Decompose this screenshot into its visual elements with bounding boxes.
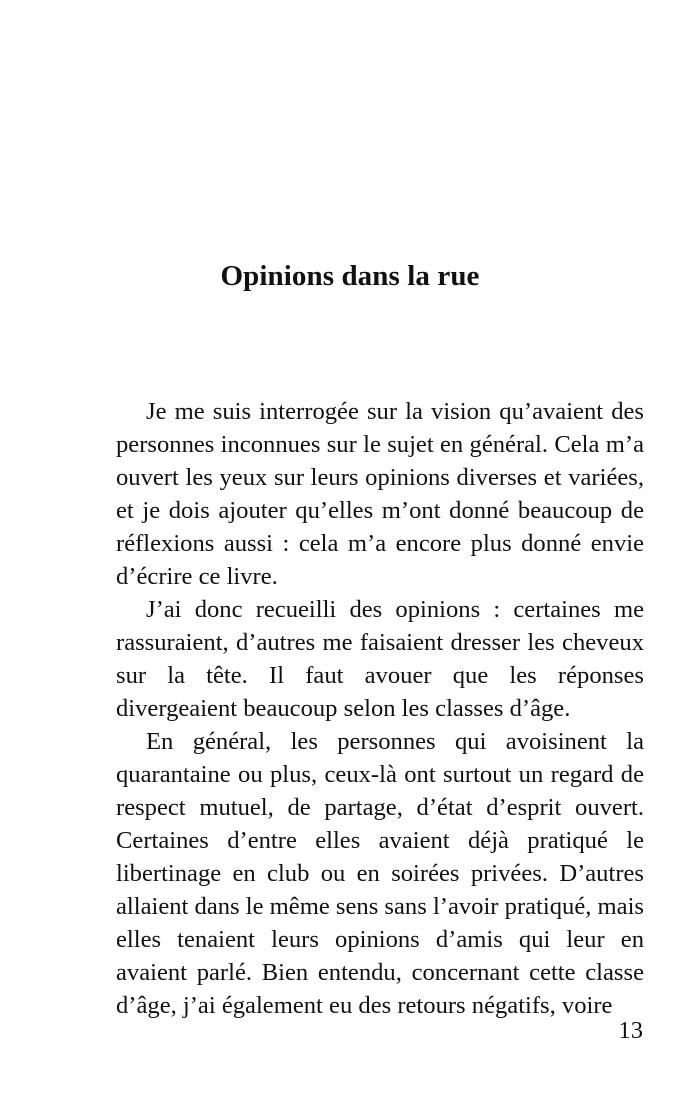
paragraph-1: Je me suis interrogée sur la vision qu’avaient des personnes inconnues sur le sujet en général. Cela m’a ouvert les yeux sur leurs opinions diverses et variées, et je dois ajouter qu’elles m’ont donné beaucoup de réflexions aussi : cela m’a encore plus donné envie d’écrire ce livre. (116, 398, 644, 590)
page-number: 13 (618, 1017, 643, 1044)
paragraph-2: J’ai donc recueilli des opinions : certaines me rassuraient, d’autres me faisaient dresser les cheveux sur la tête. Il faut avouer que les réponses divergeaient beaucoup selon les classes d’âge. (116, 596, 644, 722)
body-text (116, 395, 644, 1022)
paragraph-3: En général, les personnes qui avoisinent la quarantaine ou plus, ceux-là ont surtout un regard de respect mutuel, de partage, d’état d’esprit ouvert. Certaines d’entre elles avaient déjà pratiqué le libertinage en club ou en soirées privées. D’autres allaient dans le même sens sans l’avoir pratiqué, mais elles tenaient leurs opinions d’amis qui leur en avaient parlé. Bien entendu, concernant cette classe d’âge, j’ai également eu des retours négatifs, voire (116, 728, 644, 1019)
chapter-title: Opinions dans la rue (220, 260, 480, 292)
